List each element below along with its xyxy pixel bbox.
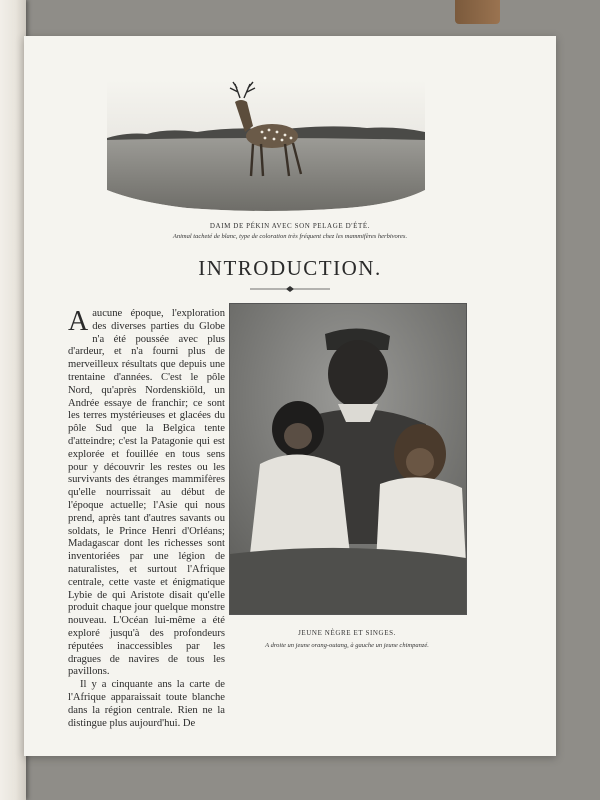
photo-caption-title: JEUNE NÈGRE ET SINGES. xyxy=(298,629,396,637)
book-page xyxy=(24,36,556,756)
deer-caption-subtitle: Animal tacheté de blanc, type de coloration très fréquent chez les mammifères herbivores. xyxy=(172,233,408,240)
chapter-heading: INTRODUCTION. xyxy=(198,256,382,280)
boy-apes-photo xyxy=(229,303,467,615)
left-page-edge xyxy=(0,0,26,800)
deer-engraving-image xyxy=(107,80,425,214)
boy-apes-photo-image xyxy=(230,304,466,614)
drop-cap: A xyxy=(68,306,89,337)
body-text xyxy=(68,308,225,730)
deer-caption-title: DAIM DE PÉKIN AVEC SON PELAGE D'ÉTÉ. xyxy=(209,222,371,230)
heading-ornament xyxy=(250,286,330,292)
book-cover-corner xyxy=(455,0,500,24)
photo-caption-subtitle: A droite un jeune orang-outang, à gauche un jeune chimpanzé. xyxy=(265,642,429,649)
deer-engraving xyxy=(107,80,425,214)
paragraph-1: aucune époque, l'exploration des diverses parties du Globe n'a été poussée avec plus d'ardeur, et n'a fourni plus de merveilleux résultats que depuis une trentaine d'années. C'est le pôle Nord, qu'après Nordenskiöld, un Andrée essaye de franchir; ce sont les terres mystérieuses et glacées du pôle Sud que la Belgica tente d'atteindre; c'est la Patagonie qui est explorée et fouillée en tous sens pour y découvrir les restes ou les survivants des étranges mammifères qu'elle nourrissait au début de l'époque actuelle; l'Asie qui nous prend, après tant d'autres savants ou soldats, le Prince Henri d'Orléans; Madagascar dont les richesses sont inventoriées par une légion de naturalistes, et surtout l'Afrique centrale, cette vaste et énigmatique Lybie de qui Aristote disait qu'elle produit chaque jour quelque monstre nouveau. L'Océan lui-même a été exploré jusqu'à des profondeurs réputées inaccessibles par les dragues de navires de tous les pavillons. xyxy=(68,308,225,678)
paragraph-2: Il y a cinquante ans la carte de l'Afrique apparaissait toute blanche dans la région centrale. Rien ne la distingue plus aujourd'hui. De xyxy=(68,679,225,729)
